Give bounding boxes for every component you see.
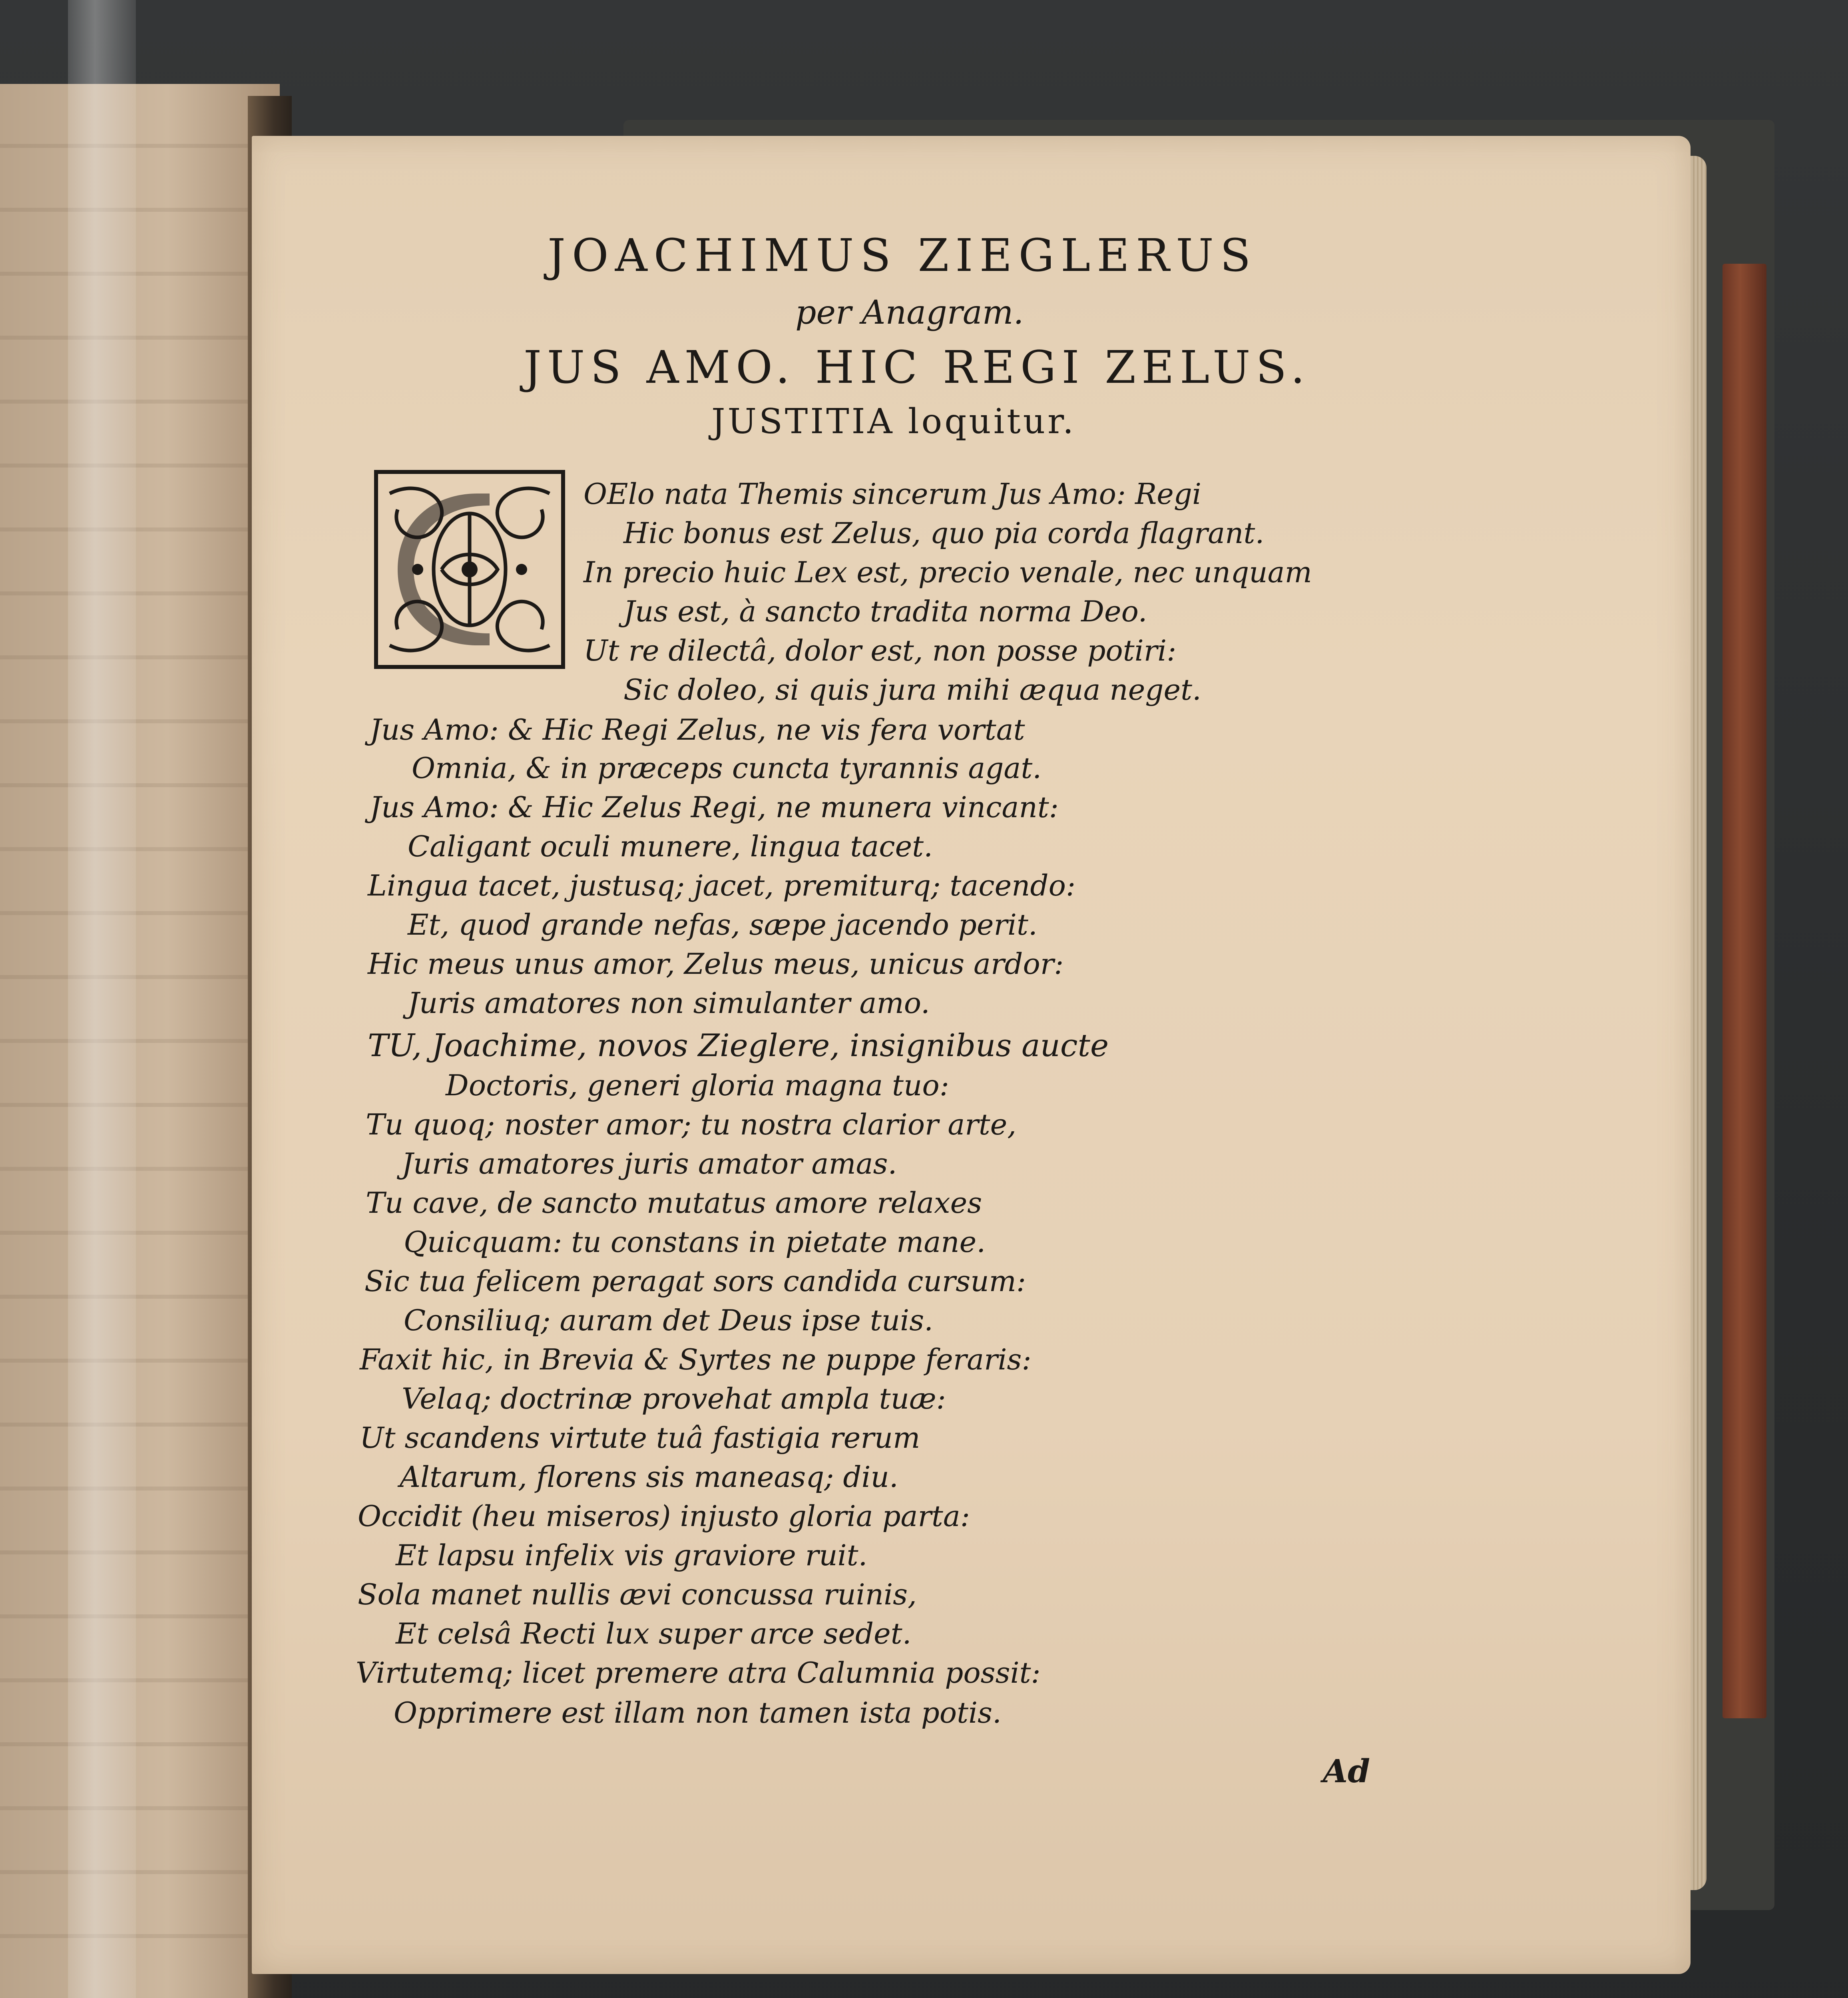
- anagram-heading: JUS AMO. HIC REGI ZELUS.: [524, 342, 1310, 394]
- poem-line: Tu quoq; noster amor; tu nostra clarior arte,: [366, 1108, 1017, 1141]
- poem-line: Hic bonus est Zelus, quo pia corda flagrant.: [623, 516, 1265, 550]
- poem-line: OElo nata Themis sincerum Jus Amo: Regi: [583, 477, 1202, 511]
- poem-line: Juris amatores juris amator amas.: [402, 1147, 897, 1180]
- decorated-initial-icon: [374, 470, 566, 669]
- poem-line: Faxit hic, in Brevia & Syrtes ne puppe feraris:: [360, 1343, 1032, 1376]
- poem-line: Consiliuq; auram det Deus ipse tuis.: [404, 1303, 934, 1337]
- poem-line: Opprimere est illam non tamen ista potis.: [394, 1696, 1002, 1729]
- poem-line: Virtutemq; licet premere atra Calumnia possit:: [356, 1656, 1041, 1690]
- poem-line: Doctoris, generi gloria magna tuo:: [446, 1069, 949, 1102]
- book-spine: [1723, 264, 1766, 1718]
- poem-line: Ut scandens virtute tuâ fastigia rerum: [360, 1421, 920, 1455]
- poem-line: Ut re dilectâ, dolor est, non posse potiri:: [583, 634, 1177, 667]
- poem-line: Quicquam: tu constans in pietate mane.: [404, 1225, 986, 1259]
- speaker-heading: JUSTITIA loquitur.: [711, 402, 1076, 442]
- poem-line: In precio huic Lex est, precio venale, nec unquam: [583, 555, 1312, 589]
- poem-line: Juris amatores non simulanter amo.: [408, 986, 930, 1020]
- left-page-faded-text: [0, 84, 280, 1998]
- poem-line: Occidit (heu miseros) injusto gloria parta:: [358, 1499, 970, 1533]
- poem-line: Jus Amo: & Hic Regi Zelus, ne vis fera vortat: [370, 713, 1025, 746]
- poem-line: Sic tua felicem peragat sors candida cursum:: [364, 1264, 1026, 1298]
- glass-weight: [68, 0, 136, 1998]
- poem-line: Hic meus unus amor, Zelus meus, unicus ardor:: [368, 947, 1064, 981]
- poem-line: Lingua tacet, justusq; jacet, premiturq; tacendo:: [368, 869, 1076, 902]
- poem-line: Tu cave, de sancto mutatus amore relaxes: [366, 1186, 982, 1220]
- catchword: Ad: [1323, 1752, 1370, 1790]
- page-subtitle: per Anagram.: [795, 294, 1024, 332]
- poem-line: Sic doleo, si quis jura mihi æqua neget.: [623, 673, 1201, 706]
- poem-line: Et celsâ Recti lux super arce sedet.: [396, 1617, 912, 1650]
- poem-line: Et lapsu infelix vis graviore ruit.: [396, 1538, 868, 1572]
- poem-line: Sola manet nullis ævi concussa ruinis,: [358, 1578, 917, 1611]
- poem-line: Caligant oculi munere, lingua tacet.: [408, 830, 933, 863]
- poem-line: Altarum, florens sis maneasq; diu.: [400, 1460, 898, 1494]
- poem-line: TU, Joachime, novos Zieglere, insignibus aucte: [368, 1028, 1109, 1064]
- page-title: JOACHIMUS ZIEGLERUS: [548, 230, 1257, 282]
- poem-line: Velaq; doctrinæ provehat ampla tuæ:: [402, 1382, 946, 1415]
- decorated-initial: [374, 470, 566, 669]
- poem-line: Et, quod grande nefas, sæpe jacendo perit.: [408, 908, 1038, 941]
- poem-line: Omnia, & in præceps cuncta tyrannis agat.: [412, 751, 1042, 785]
- poem-line: Jus est, à sancto tradita norma Deo.: [623, 595, 1147, 628]
- initial-letter: C: [469, 589, 470, 590]
- poem-line: Jus Amo: & Hic Zelus Regi, ne munera vincant:: [370, 790, 1059, 824]
